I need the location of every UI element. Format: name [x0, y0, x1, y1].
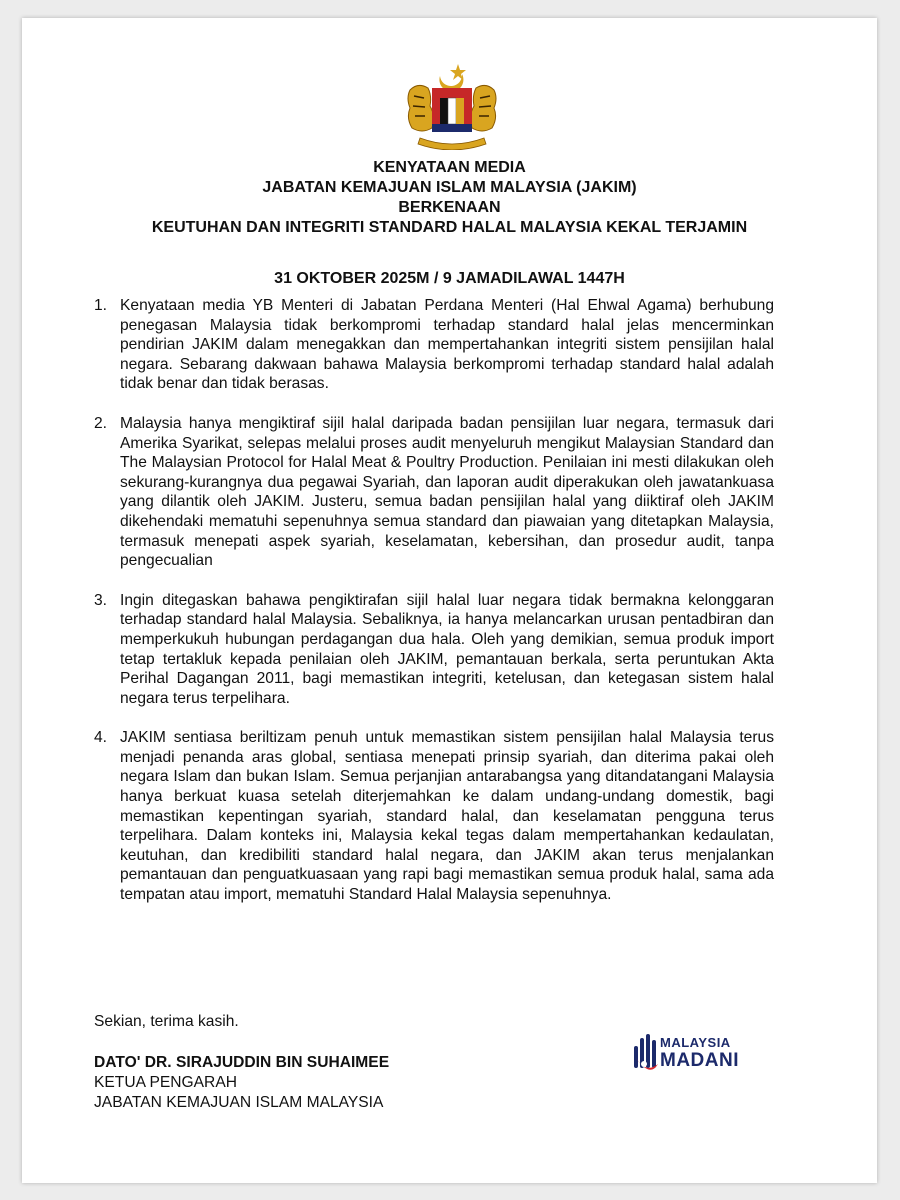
- madani-wordmark: [660, 1034, 739, 1070]
- signature-block: [94, 1053, 389, 1113]
- heading-line-2: JABATAN KEMAJUAN ISLAM MALAYSIA (JAKIM): [262, 179, 637, 196]
- statement-heading: [22, 158, 877, 238]
- heading-line-4: KEUTUHAN DAN INTEGRITI STANDARD HALAL MALAYSIA KEKAL TERJAMIN: [151, 219, 748, 236]
- paragraph-text: JAKIM sentiasa beriltizam penuh untuk memastikan sistem pensijilan halal Malaysia terus menjadi penanda aras global, sentiasa menepati prinsip syariah, dan diterima pakai oleh negara Islam dan bukan Islam. Semua perjanjian antarabangsa yang ditandatangani Malaysia hanya berkuat kuasa setelah diterjemahkan ke dalam undang-undang domestik, bagi memastikan kepentingan syariah, standard halal, dan keselamatan pengguna terus terpelihara. Dalam konteks ini, Malaysia kekal tegas dalam mempertahankan kedaulatan, keutuhan, dan kredibiliti standard halal negara, dan JAKIM akan terus menjalankan pemantauan dan penguatkuasaan yang rapi bagi memastikan semua produk halal, sama ada tempatan atau import, mematuhi Standard Halal Malaysia sepenuhnya.: [120, 729, 774, 904]
- paragraph-1: [94, 296, 774, 394]
- paragraph-4: [94, 728, 774, 904]
- madani-line-1: MALAYSIA: [660, 1035, 731, 1050]
- madani-emblem-icon: [632, 1028, 662, 1078]
- paragraph-text: Ingin ditegaskan bahawa pengiktirafan sijil halal luar negara tidak bermakna kelonggaran terhadap standard halal Malaysia. Sebaliknya, ia hanya melancarkan urusan pentadbiran dan memperkukuh hubungan perdagangan dua hala. Oleh yang demikian, semua produk import tetap tertakluk kepada penilaian oleh JAKIM, pemantauan berkala, serta peruntukan Akta Perihal Dagangan 2011, bagi memastikan integriti, ketelusan, dan ketegasan sistem halal negara terus terpelihara.: [120, 591, 774, 707]
- signatory-title: KETUA PENGARAH: [94, 1074, 237, 1091]
- closing-remark: Sekian, terima kasih.: [94, 1013, 239, 1030]
- heading-line-1: KENYATAAN MEDIA: [373, 159, 526, 176]
- paragraph-text: Malaysia hanya mengiktiraf sijil halal daripada badan pensijilan luar negara, termasuk dari Amerika Syarikat, selepas melalui proses audit menyeluruh mengikut Malaysian Standard dan The Malaysian Protocol for Halal Meat & Poultry Production. Penilaian ini mesti dilakukan oleh sekurang-kurangnya dua pegawai Syariah, dan laporan audit diperakukan oleh jawatankuasa yang dilantik oleh JAKIM. Justeru, semua badan pensijilan halal yang diiktiraf oleh JAKIM dikehendaki mematuhi sepenuhnya semua standard dan piawaian yang ditetapkan Malaysia, termasuk menepati aspek syariah, keselamatan, kebersihan, dan prosedur audit, tanpa pengecualian: [120, 414, 774, 570]
- paragraph-number: 1.: [94, 297, 108, 314]
- statement-body: [94, 296, 774, 925]
- malaysia-coat-of-arms-icon: [400, 60, 504, 150]
- heading-line-3: BERKENAAN: [398, 199, 501, 216]
- paragraph-text: Kenyataan media YB Menteri di Jabatan Perdana Menteri (Hal Ehwal Agama) berhubung penegasan Malaysia tidak berkompromi terhadap standard halal jelas mencerminkan pendirian JAKIM dalam menegakkan dan mempertahankan integriti sistem pensijilan halal negara. Sebarang dakwaan bahawa Malaysia berkompromi terhadap standard halal adalah tidak benar dan tidak berasas.: [120, 297, 774, 393]
- paragraph-number: 4.: [94, 729, 108, 747]
- statement-date: 31 OKTOBER 2025M / 9 JAMADILAWAL 1447H: [274, 270, 625, 287]
- signatory-name: DATO' DR. SIRAJUDDIN BIN SUHAIMEE: [94, 1054, 390, 1071]
- madani-line-2: MADANI: [660, 1050, 739, 1071]
- paragraph-2: [94, 414, 774, 571]
- malaysia-madani-logo: [632, 1028, 752, 1078]
- paragraph-number: 3.: [94, 591, 108, 609]
- signatory-department: JABATAN KEMAJUAN ISLAM MALAYSIA: [94, 1094, 384, 1111]
- paragraph-3: [94, 591, 774, 709]
- paragraph-number: 2.: [94, 414, 108, 432]
